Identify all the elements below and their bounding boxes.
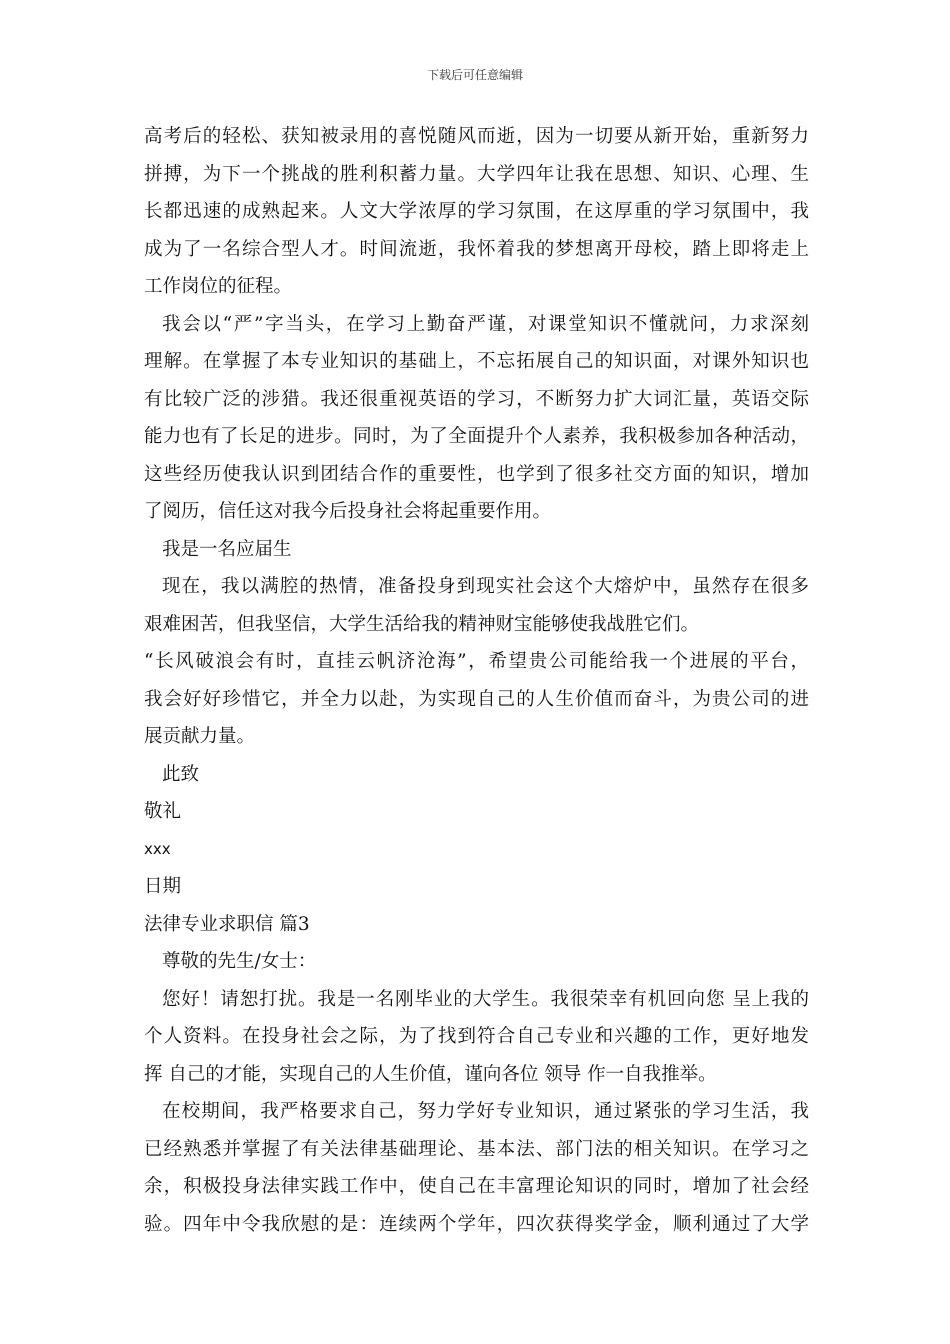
text-line: 我会好好珍惜它，并全力以赴，为实现自己的人生价值而奋斗，为贵公司的进 [144,688,809,710]
text-line: 成为了一名综合型人才。时间流逝，我怀着我的梦想离开母校，踏上即将走上 [144,238,809,260]
text-line: 展贡献力量。 [144,726,256,747]
text-line: 挥 自己的才能，实现自己的人生价值，谨向各位 领导 作一自我推举。 [144,1063,717,1085]
text-line: 您好！请恕打扰。我是一名刚毕业的大学生。我很荣幸有机回向您 呈上我的 [162,988,809,1010]
text-line: 这些经历使我认识到团结合作的重要性，也学到了很多社交方面的知识，增加 [144,463,809,485]
text-line: 在校期间，我严格要求自己，努力学好专业知识，通过紧张的学习生活，我 [162,1101,809,1122]
text-line: 日期 [144,876,182,897]
text-line: 法律专业求职信 篇3 [144,913,310,935]
text-line: 长都迅速的成熟起来。人文大学浓厚的学习氛围，在这厚重的学习氛围中，我 [144,201,809,222]
text-line: “长风破浪会有时，直挂云帆济沧海”，希望贵公司能给我一个进展的平台， [144,651,809,672]
text-line: 有比较广泛的涉猎。我还很重视英语的学习，不断努力扩大词汇量，英语交际 [144,388,809,410]
document-body [144,118,809,1243]
text-line: 敬礼 [144,801,182,822]
text-line: 个人资料。在投身社会之际，为了找到符合自己专业和兴趣的工作，更好地发 [144,1026,809,1047]
text-line: 工作岗位的征程。 [144,276,293,297]
text-line: 我是一名应届生 [162,538,292,560]
text-line: 了阅历，信任这对我今后投身社会将起重要作用。 [144,501,552,522]
page-header: 下载后可任意编辑 [426,68,523,82]
text-line: 验。四年中令我欣慰的是：连续两个学年，四次获得奖学金，顺利通过了大学 [144,1213,809,1235]
text-line: 余，积极投身法律实践工作中，使自己在丰富理论知识的同时，增加了社会经 [144,1176,809,1197]
text-line: 艰难困苦，但我坚信，大学生活给我的精神财宝能够使我战胜它们。 [144,613,700,635]
text-line: 能力也有了长足的进步。同时，为了全面提升个人素养，我积极参加各种活动， [144,426,809,447]
text-line: xxx [144,839,171,858]
text-line: 现在，我以满腔的热情，准备投身到现实社会这个大熔炉中，虽然存在很多 [162,576,809,597]
text-line: 高考后的轻松、获知被录用的喜悦随风而逝，因为一切要从新开始，重新努力 [144,126,809,147]
text-line: 此致 [162,763,200,785]
text-line: 拼搏，为下一个挑战的胜利积蓄力量。大学四年让我在思想、知识、心理、生 [144,163,809,185]
text-line: 尊敬的先生/女士： [162,951,317,972]
text-line: 理解。在掌握了本专业知识的基础上，不忘拓展自己的知识面，对课外知识也 [144,351,809,372]
text-line: 已经熟悉并掌握了有关法律基础理论、基本法、部门法的相关知识。在学习之 [144,1138,809,1160]
text-line: 我会以“严”字当头，在学习上勤奋严谨，对课堂知识不懂就问，力求深刻 [162,313,809,335]
